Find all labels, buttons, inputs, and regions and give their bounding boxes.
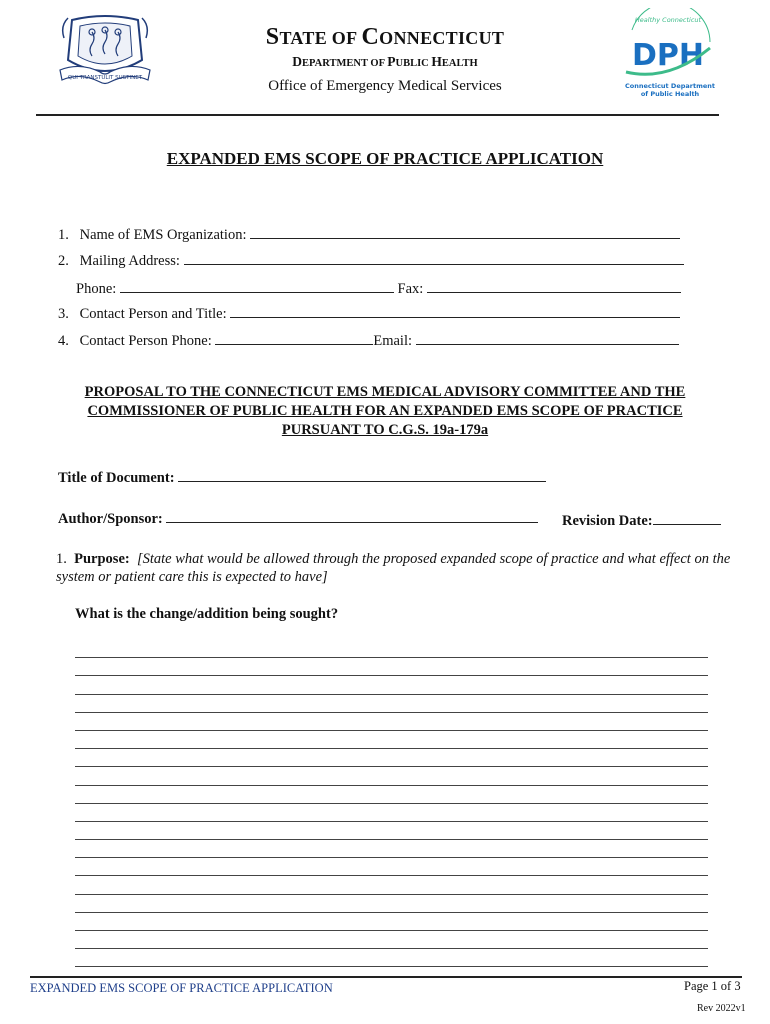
answer-line[interactable] bbox=[75, 713, 708, 731]
org-name-input[interactable] bbox=[250, 224, 680, 239]
field-contact-phone-email bbox=[58, 330, 679, 350]
revision-label: Rev 2022v1 bbox=[697, 1003, 746, 1014]
answer-line[interactable] bbox=[75, 895, 708, 913]
answer-line[interactable] bbox=[75, 786, 708, 804]
field-revision-date bbox=[562, 510, 721, 530]
field-number: 2. bbox=[58, 253, 69, 269]
answer-line[interactable] bbox=[75, 876, 708, 894]
answer-line[interactable] bbox=[75, 749, 708, 767]
answer-line[interactable] bbox=[75, 658, 708, 676]
answer-line[interactable] bbox=[75, 949, 708, 967]
answer-line[interactable] bbox=[75, 676, 708, 694]
proposal-heading: PROPOSAL TO THE CONNECTICUT EMS MEDICAL ADVISORY COMMITTEE AND THE COMMISSIONER OF PUBLIC HEALTH FOR AN EXPANDED EMS SCOPE OF PRACTICE PURSUANT TO C.G.S. 19a-179a bbox=[84, 384, 686, 438]
answer-line[interactable] bbox=[75, 767, 708, 785]
field-label: Contact Person and Title: bbox=[79, 306, 227, 322]
answer-line[interactable] bbox=[75, 858, 708, 876]
dph-logo-text: DPH bbox=[632, 38, 704, 73]
field-number: 1. bbox=[58, 227, 69, 243]
purpose-instructions: [State what would be allowed through the proposed expanded scope of practice and what effect on the system or patient care this is expected to have] bbox=[56, 551, 731, 585]
field-number: 3. bbox=[58, 306, 69, 322]
dph-sub-2: of Public Health bbox=[640, 90, 700, 98]
revision-date-input[interactable] bbox=[653, 510, 721, 525]
phone-input[interactable] bbox=[120, 278, 394, 293]
answer-lines[interactable] bbox=[75, 640, 708, 967]
answer-line[interactable] bbox=[75, 731, 708, 749]
answer-line[interactable] bbox=[75, 804, 708, 822]
seal-motto-text: QUI TRANSTULIT SUSTINET bbox=[67, 75, 143, 81]
answer-line[interactable] bbox=[75, 840, 708, 858]
purpose-label: Purpose: bbox=[74, 551, 130, 567]
fax-input[interactable] bbox=[427, 278, 681, 293]
fax-label: Fax: bbox=[397, 281, 424, 297]
footer-title: EXPANDED EMS SCOPE OF PRACTICE APPLICATION bbox=[30, 981, 333, 995]
contact-phone-input[interactable] bbox=[215, 330, 373, 345]
field-org-name bbox=[58, 224, 680, 244]
dph-logo bbox=[618, 8, 718, 104]
field-label: Mailing Address: bbox=[79, 253, 180, 269]
dph-tagline: Healthy Connecticut bbox=[634, 16, 702, 24]
revision-date-label: Revision Date: bbox=[562, 513, 653, 529]
contact-person-input[interactable] bbox=[230, 303, 680, 318]
department-title: DEPARTMENT OF PUBLIC HEALTH bbox=[292, 54, 478, 69]
form-title: EXPANDED EMS SCOPE OF PRACTICE APPLICATION bbox=[166, 149, 604, 168]
field-label: Name of EMS Organization: bbox=[79, 227, 247, 243]
dph-sub-1: Connecticut Department bbox=[624, 82, 716, 90]
header-divider bbox=[36, 114, 719, 116]
purpose-section bbox=[56, 550, 736, 586]
page-number: Page 1 of 3 bbox=[684, 979, 741, 993]
document-title-label: Title of Document: bbox=[58, 470, 175, 486]
email-label: Email: bbox=[373, 333, 413, 349]
phone-label: Phone: bbox=[76, 281, 117, 297]
field-author-sponsor bbox=[58, 508, 538, 528]
field-phone-fax bbox=[76, 278, 681, 298]
email-input[interactable] bbox=[416, 330, 679, 345]
field-label: Contact Person Phone: bbox=[79, 333, 212, 349]
answer-line[interactable] bbox=[75, 931, 708, 949]
field-contact-person bbox=[58, 303, 680, 323]
answer-line[interactable] bbox=[75, 913, 708, 931]
field-document-title bbox=[58, 467, 546, 487]
footer-divider bbox=[30, 976, 742, 978]
state-title: STATE OF CONNECTICUT bbox=[265, 24, 505, 50]
author-label: Author/Sponsor: bbox=[58, 511, 163, 527]
answer-line[interactable] bbox=[75, 822, 708, 840]
answer-line[interactable] bbox=[75, 695, 708, 713]
field-number: 4. bbox=[58, 333, 69, 349]
mailing-address-input[interactable] bbox=[184, 250, 684, 265]
change-question: What is the change/addition being sought? bbox=[75, 606, 339, 622]
purpose-number: 1. bbox=[56, 551, 67, 567]
answer-line[interactable] bbox=[75, 640, 708, 658]
field-mailing-address bbox=[58, 250, 684, 270]
office-name: Office of Emergency Medical Services bbox=[268, 78, 502, 94]
document-title-input[interactable] bbox=[178, 467, 546, 482]
author-input[interactable] bbox=[166, 508, 538, 523]
